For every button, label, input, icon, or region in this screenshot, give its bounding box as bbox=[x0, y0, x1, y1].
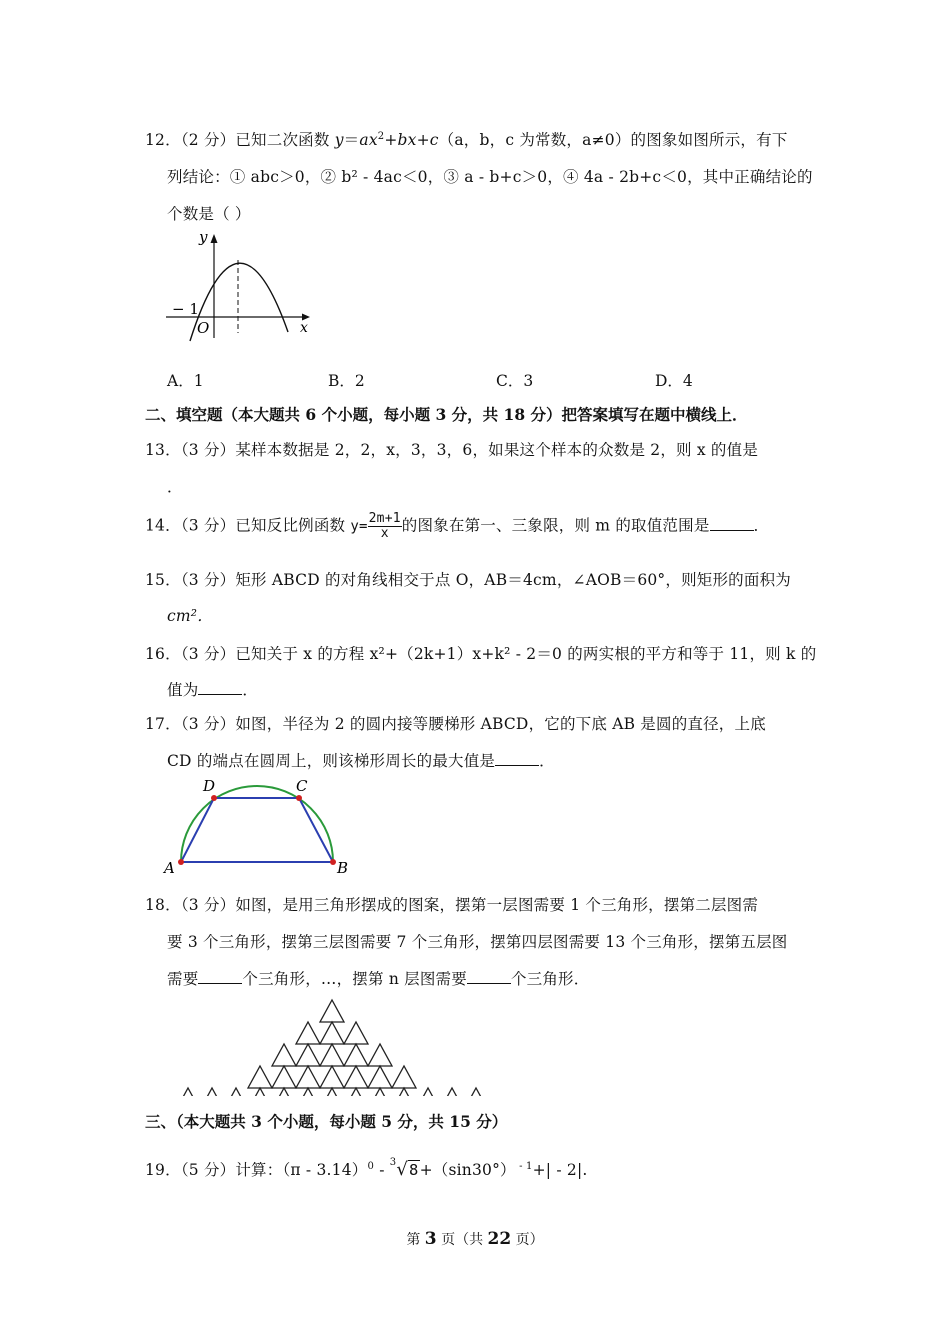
point-d bbox=[211, 795, 217, 801]
q12-line3: 个数是（ ） bbox=[167, 205, 251, 223]
pattern-triangle bbox=[464, 1088, 488, 1096]
pattern-triangle bbox=[344, 1044, 368, 1066]
trapezoid-figure bbox=[160, 776, 360, 876]
y-label: y bbox=[199, 228, 208, 246]
option-c: C．3 bbox=[496, 372, 534, 390]
pattern-triangle bbox=[344, 1022, 368, 1044]
pattern-triangle bbox=[248, 1088, 272, 1096]
point-c bbox=[296, 795, 302, 801]
q16-line1: 16．（3 分）已知关于 x 的方程 x²+（2k+1）x+k² - 2＝0 的两实根的平方和等于 11，则 k 的 bbox=[145, 645, 817, 663]
pattern-triangle bbox=[320, 1088, 344, 1096]
answer-blank-18b bbox=[467, 969, 511, 984]
pattern-triangle bbox=[368, 1066, 392, 1088]
pattern-triangle bbox=[296, 1088, 320, 1096]
page-footer: 第 3 页（共 22 页） bbox=[406, 1229, 544, 1249]
y-axis-arrow bbox=[211, 234, 218, 243]
pattern-triangle bbox=[344, 1066, 368, 1088]
answer-blank-14 bbox=[710, 516, 754, 531]
pattern-triangle bbox=[200, 1088, 224, 1096]
pattern-triangle bbox=[296, 1022, 320, 1044]
pattern-triangle bbox=[320, 1000, 344, 1022]
q12-line2: 列结论：① abc＞0，② b² - 4ac＜0，③ a - b+c＞0，④ 4a - 2b+c＜0，其中正确结论的 bbox=[167, 168, 813, 186]
pattern-triangle bbox=[176, 1088, 200, 1096]
pattern-triangle bbox=[320, 1044, 344, 1066]
q19-line: 19．（5 分）计算：（π - 3.14）$^0$ - $^3$√8+（sin30°） $^{- 1}$+| - 2|. bbox=[145, 1156, 588, 1180]
cube-root: $^3$√8 bbox=[389, 1156, 419, 1180]
q18-line3: 需要 个三角形，…，摆第 n 层图需要 个三角形． bbox=[167, 970, 590, 988]
q15-line1: 15．（3 分）矩形 ABCD 的对角线相交于点 O，AB＝4cm，∠AOB＝60°，则矩形的面积为 bbox=[145, 571, 791, 589]
pattern-triangle bbox=[224, 1088, 248, 1096]
q13-line1: 13．（3 分）某样本数据是 2，2，x，3，3，6，如果这个样本的众数是 2，则 x 的值是 bbox=[145, 441, 759, 459]
x-label: x bbox=[300, 320, 308, 336]
triangle-pattern-figure bbox=[160, 996, 510, 1096]
pattern-triangle bbox=[272, 1066, 296, 1088]
section-3-heading: 三、（本大题共 3 个小题，每小题 5 分，共 15 分） bbox=[145, 1112, 508, 1131]
parabola-graph bbox=[160, 226, 320, 342]
pattern-triangle bbox=[368, 1044, 392, 1066]
pattern-triangle bbox=[296, 1066, 320, 1088]
point-b bbox=[330, 859, 336, 865]
option-d: D．4 bbox=[655, 372, 693, 390]
option-a: A．1 bbox=[167, 372, 204, 390]
label-c: C bbox=[296, 777, 308, 795]
pattern-triangle bbox=[416, 1088, 440, 1096]
minus-one-label: − 1 bbox=[172, 300, 199, 318]
section-2-heading: 二、填空题（本大题共 6 个小题，每小题 3 分，共 18 分）把答案填写在题中横线上． bbox=[145, 405, 748, 424]
fraction: $\frac{2m+1}{x}$ bbox=[368, 511, 401, 541]
label-d: D bbox=[203, 777, 216, 795]
pattern-triangle bbox=[392, 1066, 416, 1088]
pattern-triangle bbox=[440, 1088, 464, 1096]
answer-blank-16 bbox=[198, 680, 242, 695]
answer-blank-18a bbox=[198, 969, 242, 984]
q17-line2: CD 的端点在圆周上，则该梯形周长的最大值是 ． bbox=[167, 752, 555, 770]
pattern-triangle bbox=[320, 1066, 344, 1088]
pattern-triangle bbox=[392, 1088, 416, 1096]
pattern-triangle bbox=[248, 1066, 272, 1088]
answer-blank-17 bbox=[495, 751, 539, 766]
label-b: B bbox=[337, 859, 349, 876]
q13-line2: ． bbox=[167, 478, 183, 496]
pattern-triangle bbox=[368, 1088, 392, 1096]
option-b: B．2 bbox=[328, 372, 365, 390]
point-a bbox=[178, 859, 184, 865]
q18-line2: 要 3 个三角形，摆第三层图需要 7 个三角形，摆第四层图需要 13 个三角形，摆第五层图 bbox=[167, 933, 788, 951]
q16-line2: 值为 ． bbox=[167, 681, 259, 699]
pattern-triangle bbox=[296, 1044, 320, 1066]
q18-line1: 18．（3 分）如图，是用三角形摆成的图案，摆第一层图需要 1 个三角形，摆第二层图需 bbox=[145, 896, 759, 914]
origin-label: O bbox=[197, 319, 210, 337]
pattern-triangle bbox=[344, 1088, 368, 1096]
q12-line1: 12．（2 分）已知二次函数 $y=ax^2+bx+c(a$，b，c 为常数，a≠0）的图象如图所示，有下 bbox=[145, 130, 788, 149]
label-a: A bbox=[164, 859, 175, 876]
q14-line: 14．（3 分）已知反比例函数 y= $\frac{2m+1}{x}$ 的图象在第一、三象限，则 m 的取值范围是 ． bbox=[145, 511, 770, 541]
pattern-triangle bbox=[272, 1088, 296, 1096]
q17-line1: 17．（3 分）如图，半径为 2 的圆内接等腰梯形 ABCD，它的下底 AB 是圆的直径，上底 bbox=[145, 715, 766, 733]
q15-line2: cm²． bbox=[167, 607, 213, 625]
pattern-triangle bbox=[320, 1022, 344, 1044]
pattern-triangle bbox=[272, 1044, 296, 1066]
